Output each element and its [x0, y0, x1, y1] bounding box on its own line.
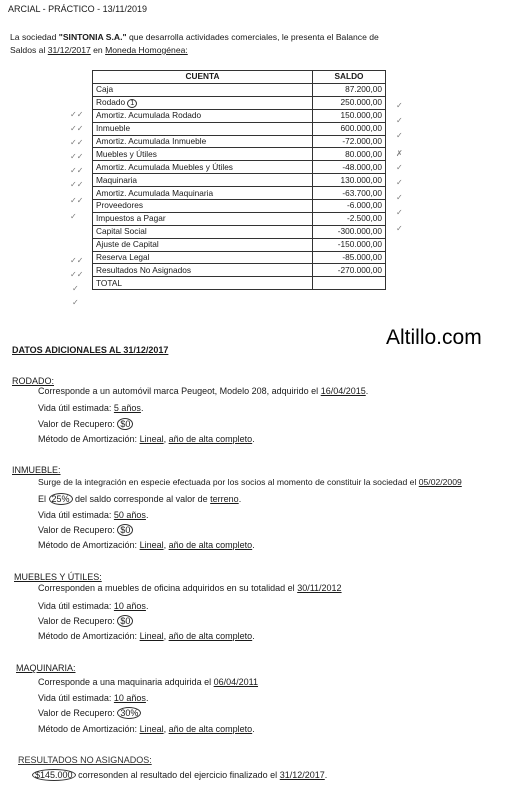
- resultados-title: RESULTADOS NO ASIGNADOS:: [18, 755, 152, 765]
- tick-mark-icon: ✓: [70, 212, 77, 221]
- maquinaria-title: MAQUINARIA:: [16, 663, 76, 673]
- balance-cell: 600.000,00: [313, 122, 386, 135]
- account-cell: Ajuste de Capital: [93, 238, 313, 251]
- maquinaria-text: Método de Amortización:: [38, 724, 138, 734]
- tick-mark-icon: ✓: [396, 101, 403, 110]
- rodado-text: Valor de Recupero:: [38, 419, 115, 429]
- inmueble-line: Vida útil estimada: 50 años.: [38, 510, 149, 520]
- balance-cell: 250.000,00: [313, 96, 386, 109]
- muebles-recovery-value: $0: [117, 615, 133, 627]
- balance-cell: -270.000,00: [313, 264, 386, 277]
- inmueble-text: Vida útil estimada:: [38, 510, 112, 520]
- balance-cell: -150.000,00: [313, 238, 386, 251]
- tick-mark-icon: ✓: [396, 178, 403, 187]
- resultados-amount: $145.000: [32, 769, 76, 781]
- inmueble-land: terreno: [210, 494, 239, 504]
- intro-line-1: [10, 32, 379, 42]
- muebles-line: [38, 583, 342, 593]
- muebles-text: Vida útil estimada:: [38, 601, 112, 611]
- inmueble-line: [38, 525, 133, 535]
- balance-date: 31/12/2017: [47, 45, 91, 55]
- inmueble-method-detail: año de alta completo: [168, 540, 253, 550]
- muebles-method-detail: año de alta completo: [168, 631, 253, 641]
- balance-cell: 80.000,00: [313, 148, 386, 161]
- rodado-line: [38, 419, 133, 429]
- table-row: [93, 174, 386, 187]
- account-cell: Caja: [93, 83, 313, 96]
- maquinaria-line: [38, 708, 141, 718]
- balance-cell: -300.000,00: [313, 225, 386, 238]
- inmueble-recovery-value: $0: [117, 524, 133, 536]
- account-cell: Inmueble: [93, 122, 313, 135]
- maquinaria-line: Vida útil estimada: 10 años.: [38, 693, 149, 703]
- account-cell: Impuestos a Pagar: [93, 212, 313, 225]
- inmueble-text: Método de Amortización:: [38, 540, 138, 550]
- table-row: [93, 264, 386, 277]
- muebles-useful-life: 10 años: [113, 601, 146, 611]
- resultados-date: 31/12/2017: [279, 770, 325, 780]
- inmueble-text: Surge de la integración en especie efectuada por los socios al momento de constituir la sociedad el: [38, 477, 417, 487]
- table-row: [93, 251, 386, 264]
- rodado-text: Método de Amortización:: [38, 434, 138, 444]
- inmueble-line: Método de Amortización: Lineal, año de alta completo.: [38, 540, 255, 550]
- currency-label: Moneda Homogénea:: [105, 45, 188, 55]
- table-row: [93, 200, 386, 213]
- account-cell: Muebles y Útiles: [93, 148, 313, 161]
- table-row: [93, 161, 386, 174]
- cross-mark-icon: ✗: [396, 149, 403, 158]
- intro-text: que desarrolla actividades comerciales, le presenta el Balance de: [128, 32, 379, 42]
- rodado-recovery-value: $0: [117, 418, 133, 430]
- tick-mark-icon: ✓✓: [70, 110, 84, 119]
- tick-mark-icon: ✓: [396, 163, 403, 172]
- inmueble-date: 05/02/2009: [418, 477, 462, 487]
- table-header-row: [93, 71, 386, 84]
- account-cell: Amortiz. Acumulada Rodado: [93, 109, 313, 122]
- balance-cell: -2.500,00: [313, 212, 386, 225]
- account-cell: Reserva Legal: [93, 251, 313, 264]
- tick-mark-icon: ✓✓: [70, 124, 84, 133]
- inmueble-text: del saldo corresponde al valor de: [75, 494, 208, 504]
- maquinaria-line: [38, 677, 258, 687]
- maquinaria-date: 06/04/2011: [213, 677, 259, 687]
- tick-mark-icon: ✓: [396, 193, 403, 202]
- tick-mark-icon: ✓: [396, 224, 403, 233]
- rodado-line: Vida útil estimada: 5 años.: [38, 403, 144, 413]
- rodado-line: Corresponde a un automóvil marca Peugeot, Modelo 208, adquirido el 16/04/2015.: [38, 386, 369, 396]
- muebles-text: Corresponden a muebles de oficina adquiridos en su totalidad el: [38, 583, 295, 593]
- balance-cell: -72.000,00: [313, 135, 386, 148]
- intro-text: Saldos al: [10, 45, 46, 55]
- balance-cell: 150.000,00: [313, 109, 386, 122]
- balance-table: [92, 70, 386, 290]
- balance-cell: 130.000,00: [313, 174, 386, 187]
- table-row: [93, 83, 386, 96]
- handwritten-annotation: 1: [127, 99, 137, 108]
- rodado-date: 16/04/2015: [320, 386, 366, 396]
- rodado-text: Vida útil estimada:: [38, 403, 112, 413]
- account-cell: Maquinaria: [93, 174, 313, 187]
- tick-mark-icon: ✓: [396, 131, 403, 140]
- maquinaria-recovery-value: 30%: [117, 707, 141, 719]
- tick-mark-icon: ✓: [72, 284, 79, 293]
- muebles-method: Lineal: [139, 631, 164, 641]
- tick-mark-icon: ✓: [396, 208, 403, 217]
- tick-mark-icon: ✓: [72, 298, 79, 307]
- rodado-text: Corresponde a un automóvil marca Peugeot, Modelo 208, adquirido el: [38, 386, 319, 396]
- tick-mark-icon: ✓✓: [70, 196, 84, 205]
- tick-mark-icon: ✓✓: [70, 256, 84, 265]
- inmueble-title: INMUEBLE:: [12, 465, 61, 475]
- table-row-total: [93, 277, 386, 290]
- table-row: [93, 148, 386, 161]
- rodado-method: Lineal: [139, 434, 164, 444]
- header-balance: SALDO: [313, 71, 386, 84]
- inmueble-text: Valor de Recupero:: [38, 525, 115, 535]
- rodado-line: Método de Amortización: Lineal, año de alta completo.: [38, 434, 255, 444]
- account-cell: [93, 96, 313, 109]
- table-row: [93, 122, 386, 135]
- resultados-text: corresonden al resultado del ejercicio finalizado el: [78, 770, 278, 780]
- table-row: [93, 212, 386, 225]
- account-cell: Capital Social: [93, 225, 313, 238]
- tick-mark-icon: ✓✓: [70, 180, 84, 189]
- inmueble-line: El 25% del saldo corresponde al valor de terreno.: [38, 494, 242, 504]
- inmueble-percent: 25%: [49, 493, 73, 505]
- table-row: [93, 109, 386, 122]
- document-header: ARCIAL - PRÁCTICO - 13/11/2019: [8, 4, 148, 14]
- maquinaria-text: Valor de Recupero:: [38, 708, 115, 718]
- tick-mark-icon: ✓: [396, 116, 403, 125]
- balance-cell: -6.000,00: [313, 200, 386, 213]
- rodado-method-detail: año de alta completo: [168, 434, 253, 444]
- table-row: [93, 96, 386, 109]
- balance-cell: -63.700,00: [313, 187, 386, 200]
- muebles-text: Valor de Recupero:: [38, 616, 115, 626]
- tick-mark-icon: ✓✓: [70, 270, 84, 279]
- intro-text: La sociedad: [10, 32, 57, 42]
- account-cell: TOTAL: [93, 277, 313, 290]
- muebles-date: 30/11/2012: [297, 583, 342, 593]
- muebles-title: MUEBLES Y ÚTILES:: [14, 572, 102, 582]
- table-row: [93, 135, 386, 148]
- account-label: Rodado: [96, 96, 126, 107]
- muebles-line: Método de Amortización: Lineal, año de alta completo.: [38, 631, 255, 641]
- inmueble-line: [38, 477, 462, 487]
- balance-cell: -85.000,00: [313, 251, 386, 264]
- resultados-line: $145.000 corresonden al resultado del ejercicio finalizado el 31/12/2017.: [32, 770, 327, 780]
- intro-line-2: [10, 45, 188, 55]
- maquinaria-method-detail: año de alta completo: [168, 724, 253, 734]
- intro-text: en: [93, 45, 103, 55]
- watermark-logo: Altillo.com: [386, 326, 482, 349]
- company-name: "SINTONIA S.A.": [58, 32, 127, 42]
- account-cell: Amortiz. Acumulada Inmueble: [93, 135, 313, 148]
- maquinaria-line: Método de Amortización: Lineal, año de alta completo.: [38, 724, 255, 734]
- tick-mark-icon: ✓✓: [70, 138, 84, 147]
- section-title: DATOS ADICIONALES AL 31/12/2017: [12, 345, 169, 355]
- maquinaria-text: Corresponde a una maquinaria adquirida el: [38, 677, 212, 687]
- tick-mark-icon: ✓✓: [70, 152, 84, 161]
- header-account: CUENTA: [93, 71, 313, 84]
- balance-cell: [313, 277, 386, 290]
- rodado-useful-life: 5 años: [113, 403, 141, 413]
- maquinaria-method: Lineal: [139, 724, 164, 734]
- account-cell: Resultados No Asignados: [93, 264, 313, 277]
- balance-cell: -48.000,00: [313, 161, 386, 174]
- account-cell: Proveedores: [93, 200, 313, 213]
- inmueble-useful-life: 50 años: [113, 510, 146, 520]
- maquinaria-useful-life: 10 años: [113, 693, 146, 703]
- table-row: [93, 225, 386, 238]
- rodado-title: RODADO:: [12, 376, 55, 386]
- muebles-line: Vida útil estimada: 10 años.: [38, 601, 149, 611]
- balance-cell: 87.200,00: [313, 83, 386, 96]
- table-row: [93, 187, 386, 200]
- table-row: [93, 238, 386, 251]
- tick-mark-icon: ✓✓: [70, 166, 84, 175]
- muebles-text: Método de Amortización:: [38, 631, 138, 641]
- account-cell: Amortiz. Acumulada Muebles y Útiles: [93, 161, 313, 174]
- account-cell: Amortiz. Acumulada Maquinaria: [93, 187, 313, 200]
- muebles-line: [38, 616, 133, 626]
- inmueble-method: Lineal: [139, 540, 164, 550]
- maquinaria-text: Vida útil estimada:: [38, 693, 112, 703]
